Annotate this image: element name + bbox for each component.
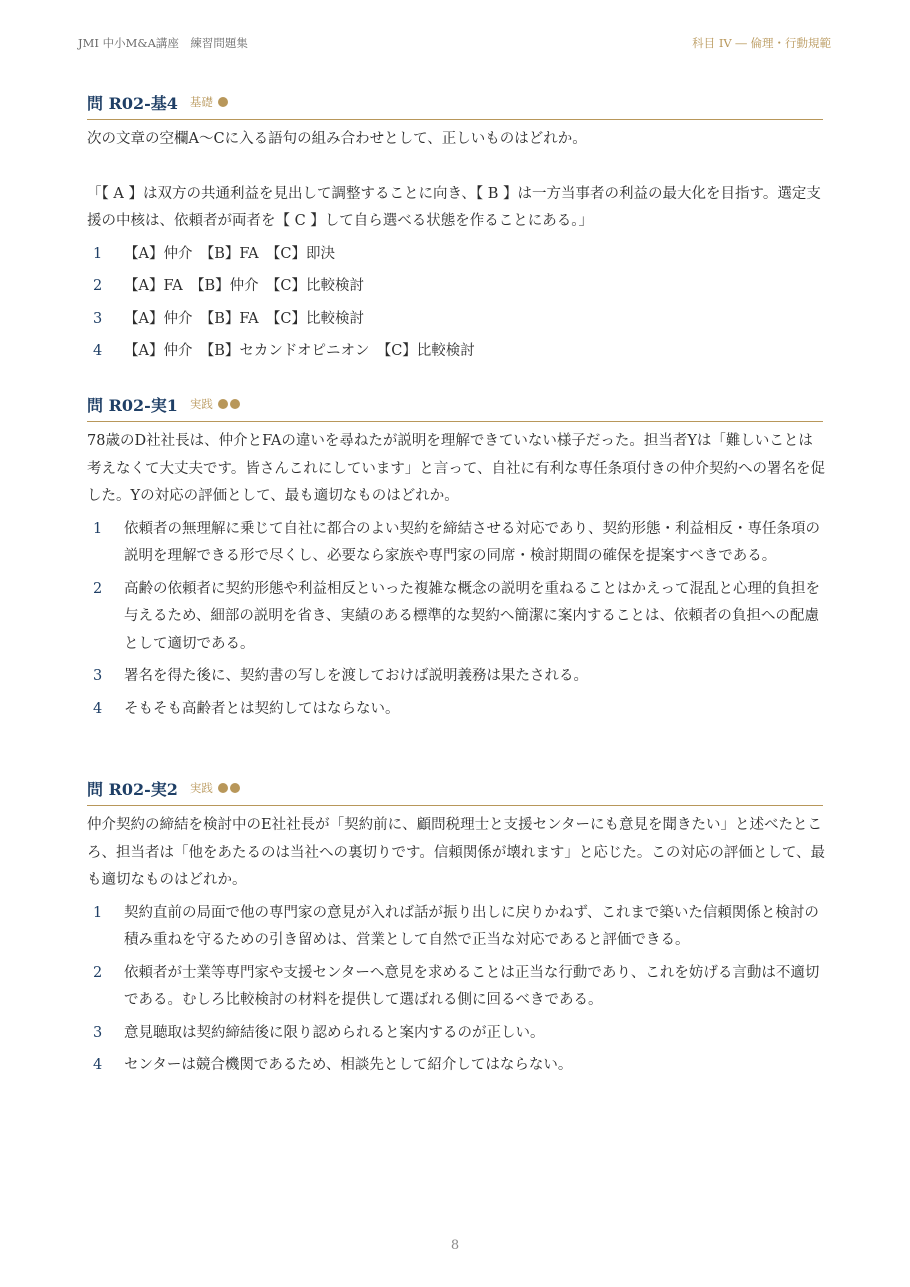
difficulty-label: 基礎 — [189, 95, 213, 109]
question-number: 問 R02-基4 — [87, 93, 178, 113]
option-text: 依頼者の無理解に乗じて自社に都合のよい契約を締結させる対応であり、契約形態・利益相反・専任条項の説明を理解できる形で尽くし、必要なら家族や専門家の同席・検討期間の確保を提案すべきである。 — [124, 520, 820, 564]
question-stem: 仲介契約の締結を検討中のE社社長が「契約前に、顧問税理士と支援センターにも意見を聞きたい」と述べたところ、担当者は「他をあたるのは当社への裏切りです。信頼関係が壊れます」と応じた。この対応の評価として、最も適切なものはどれか。 — [87, 817, 826, 888]
option-text: 【A】仲介 【B】セカンドオピニオン 【C】比較検討 — [124, 343, 475, 359]
option-number: 2 — [93, 580, 103, 597]
option-item — [87, 1020, 827, 1048]
difficulty-dots — [218, 783, 242, 793]
heading-rule — [87, 805, 823, 806]
heading-rule — [87, 421, 823, 422]
difficulty-dot-icon — [218, 783, 228, 793]
question-number: 問 R02-実2 — [87, 779, 178, 799]
option-list — [87, 241, 827, 366]
option-item — [87, 663, 827, 691]
difficulty-dots — [218, 97, 230, 107]
option-item — [87, 960, 827, 1015]
question-stem: 78歳のD社社長は、仲介とFAの違いを尋ねたが説明を理解できていない様子だった。担当者Yは「難しいことは考えなくて大丈夫です。皆さんこれにしています」と言って、自社に有利な専任条項付きの仲介契約への署名を促した。Yの対応の評価として、最も適切なものはどれか。 — [87, 433, 826, 504]
option-text: センターは競合機関であるため、相談先として紹介してはならない。 — [124, 1057, 573, 1073]
option-item — [87, 241, 827, 269]
option-item — [87, 273, 827, 301]
question-quote: 「【 A 】は双方の共通利益を見出して調整することに向き、【 B 】は一方当事者の利益の最大化を目指す。選定支援の中核は、依頼者が両者を【 C 】して自ら選べる状態を作ることにある。」 — [87, 185, 821, 229]
question-heading — [87, 776, 827, 800]
difficulty-dots — [218, 399, 242, 409]
difficulty-label: 実践 — [189, 781, 213, 795]
option-number: 1 — [93, 520, 103, 537]
question-block — [87, 776, 827, 1085]
option-number: 4 — [93, 700, 103, 717]
option-item — [87, 516, 827, 571]
question-heading — [87, 392, 827, 416]
option-number: 3 — [93, 668, 103, 684]
option-number: 4 — [93, 1057, 103, 1073]
option-text: 契約直前の局面で他の専門家の意見が入れば話が振り出しに戻りかねず、これまで築いた信頼関係と検討の積み重ねを守るための引き留めは、営業として自然で正当な対応であると評価できる。 — [124, 904, 819, 948]
question-block — [87, 392, 827, 728]
option-text: 【A】仲介 【B】FA 【C】比較検討 — [124, 310, 364, 327]
option-item — [87, 306, 827, 334]
difficulty-label: 実践 — [189, 397, 213, 411]
option-text: 依頼者が士業等専門家や支援センターへ意見を求めることは正当な行動であり、これを妨げる言動は不適切である。むしろ比較検討の材料を提供して選ばれる側に回るべきである。 — [124, 964, 820, 1008]
option-text: 高齢の依頼者に契約形態や利益相反といった複雑な概念の説明を重ねることはかえって混乱と心理的負担を与えるため、細部の説明を省き、実績のある標準的な契約へ簡潔に案内することは、依頼者の負担への配慮として適切である。 — [124, 580, 820, 652]
question-block — [87, 90, 827, 371]
option-number: 4 — [93, 343, 103, 359]
option-item — [87, 1052, 827, 1080]
option-number: 3 — [93, 1024, 103, 1041]
option-text: 【A】仲介 【B】FA 【C】即決 — [124, 245, 335, 262]
page-number: 8 — [450, 1238, 460, 1253]
option-item — [87, 696, 827, 724]
option-text: そもそも高齢者とは契約してはならない。 — [124, 700, 400, 717]
option-number: 1 — [93, 245, 103, 262]
option-number: 1 — [93, 904, 103, 921]
option-text: 【A】FA 【B】仲介 【C】比較検討 — [124, 278, 364, 294]
difficulty-dot-icon — [230, 783, 240, 793]
header-section: 科目 IV ― 倫理・行動規範 — [692, 36, 831, 50]
heading-rule — [87, 119, 823, 120]
option-text: 意見聴取は契約締結後に限り認められると案内するのが正しい。 — [124, 1024, 545, 1041]
option-item — [87, 900, 827, 955]
option-number: 2 — [93, 964, 103, 981]
difficulty-dot-icon — [218, 399, 228, 409]
option-list — [87, 900, 827, 1080]
header-title: JMI 中小M&A講座 練習問題集 — [78, 36, 248, 50]
option-list — [87, 516, 827, 724]
question-stem: 次の文章の空欄A〜Cに入る語句の組み合わせとして、正しいものはどれか。 — [87, 131, 587, 147]
difficulty-dot-icon — [218, 97, 228, 107]
question-number: 問 R02-実1 — [87, 395, 178, 415]
option-item — [87, 576, 827, 659]
option-number: 3 — [93, 310, 103, 327]
difficulty-dot-icon — [230, 399, 240, 409]
question-heading — [87, 90, 827, 114]
option-item — [87, 338, 827, 366]
option-number: 2 — [93, 278, 103, 294]
option-text: 署名を得た後に、契約書の写しを渡しておけば説明義務は果たされる。 — [124, 668, 588, 684]
